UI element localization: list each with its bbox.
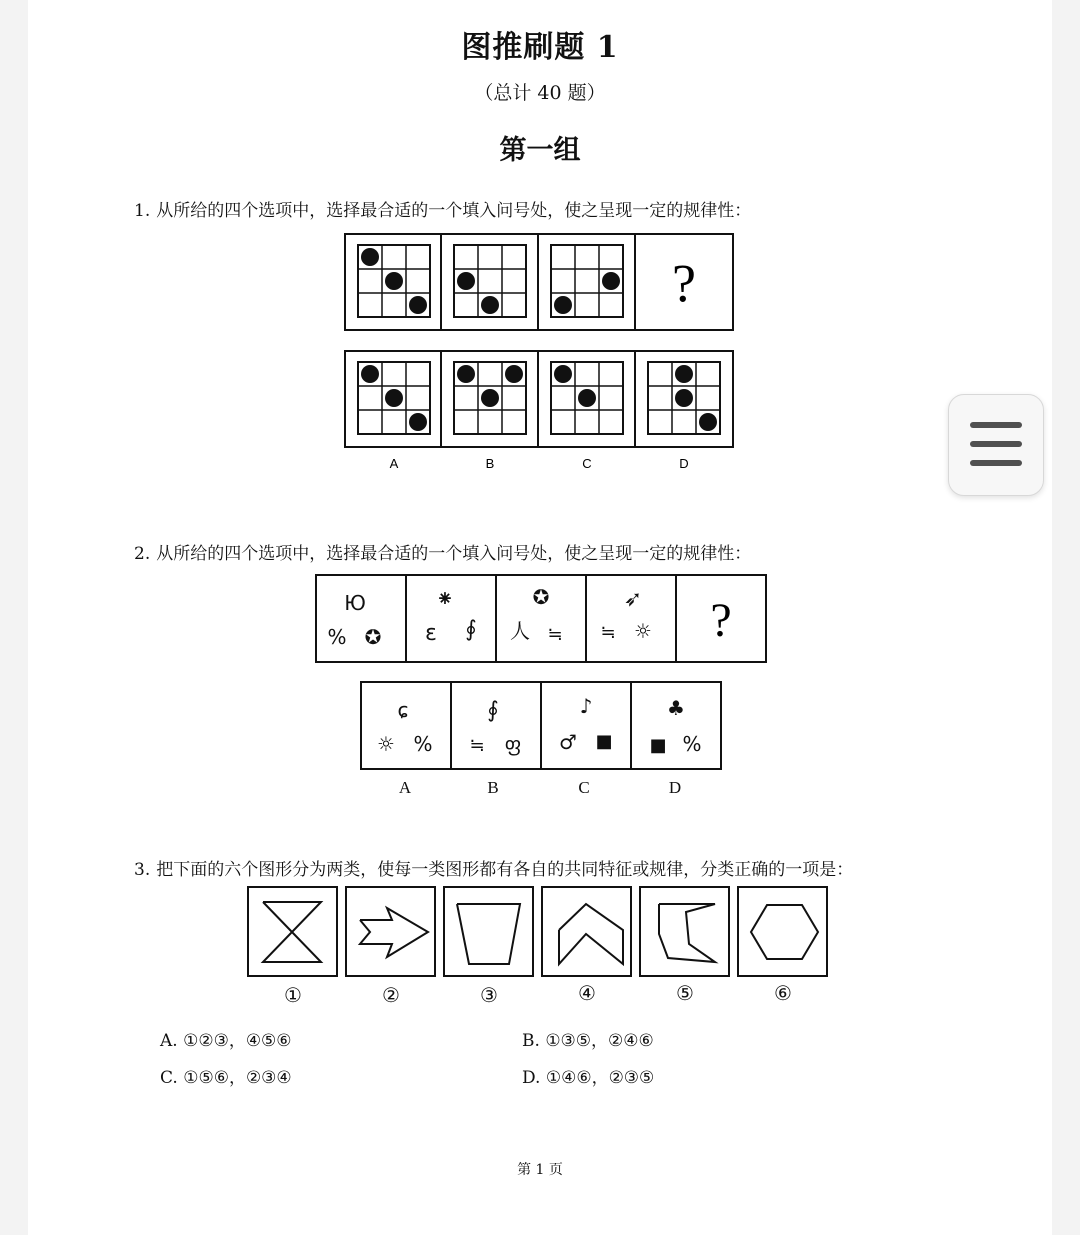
q2-question-mark: ? <box>710 594 732 647</box>
q2-option-b-symbol-top: ∮ <box>487 698 499 723</box>
q3-figure-label-6: ⑥ <box>774 981 792 1005</box>
q1-option-label-c: C <box>582 456 592 471</box>
question-2-text <box>134 539 751 564</box>
q2-stem-4-symbol-left: ≒ <box>600 622 616 643</box>
question-2-options-figure <box>360 681 722 797</box>
q2-stem-1-symbol-right: ✪ <box>364 625 382 649</box>
q2-stem-1-symbol-left: % <box>327 625 347 649</box>
q3-figure-label-5: ⑤ <box>676 981 694 1005</box>
q3-choice-b[interactable] <box>522 1026 654 1051</box>
q2-option-d-symbol-right: % <box>682 732 702 756</box>
q2-option-label-a: A <box>398 778 412 797</box>
q3-choice-a-text: ①②③，④⑤⑥ <box>183 1031 292 1051</box>
q2-option-b-symbol-right: ფ <box>504 732 522 756</box>
q2-stem-1-symbol-top: Ю <box>344 591 366 615</box>
question-1-prompt: 从所给的四个选项中，选择最合适的一个填入问号处，使之呈现一定的规律性： <box>156 201 752 221</box>
q3-figure-label-1: ① <box>284 983 302 1007</box>
q2-option-c-symbol-right: ■ <box>595 731 613 752</box>
q3-figure-5-notched-shape <box>640 887 729 976</box>
q1-option-a-grid <box>358 362 430 434</box>
q3-choice-c-letter: C. <box>160 1068 178 1088</box>
q2-option-label-c: C <box>578 778 590 797</box>
floating-menu-button[interactable] <box>948 394 1044 496</box>
q3-choice-c[interactable] <box>160 1063 292 1088</box>
q2-option-a-symbol-top: ɕ <box>397 698 409 722</box>
page-number-footer: 第 1 页 <box>517 1162 563 1178</box>
q2-option-a-symbol-right: % <box>413 732 433 756</box>
question-3-text <box>134 855 853 880</box>
q2-option-a-symbol-left: ☼ <box>377 732 395 756</box>
q3-figure-2-arrow <box>346 887 435 976</box>
q1-option-d-grid <box>648 362 720 434</box>
q3-figure-label-2: ② <box>382 983 400 1007</box>
q3-choice-a-letter: A. <box>160 1031 178 1051</box>
document-page <box>28 0 1052 1235</box>
q3-figure-label-4: ④ <box>578 981 596 1005</box>
q2-option-c-symbol-left: ♂ <box>559 730 577 754</box>
group-heading: 第一组 <box>499 135 581 166</box>
q3-choice-a[interactable] <box>160 1026 292 1051</box>
question-3-prompt: 把下面的六个图形分为两类，使每一类图形都有各自的共同特征或规律，分类正确的一项是： <box>156 860 854 880</box>
q1-option-label-a: A <box>389 456 399 471</box>
q3-figure-label-3: ③ <box>480 983 498 1007</box>
question-1-text <box>134 196 751 221</box>
q2-option-label-d: D <box>668 778 682 797</box>
q2-stem-3-symbol-left: 人 <box>510 619 530 643</box>
q1-option-c-grid <box>551 362 623 434</box>
q3-choice-d-text: ①④⑥，②③⑤ <box>545 1068 655 1088</box>
question-3-number: 3. <box>134 860 151 880</box>
q1-stem-grid-2 <box>454 245 526 317</box>
q2-stem-2-symbol-right: ∮ <box>465 617 477 642</box>
question-1-stem-figure <box>344 233 734 333</box>
q2-option-label-b: B <box>487 778 499 797</box>
question-2-number: 2. <box>134 544 151 564</box>
question-3-figures <box>247 886 833 1012</box>
q3-figure-3-trapezoid <box>444 887 533 976</box>
q2-stem-2-symbol-top: ⁕ <box>435 587 455 612</box>
q2-option-b-symbol-left: ≒ <box>469 735 485 756</box>
q1-stem-grid-1 <box>358 245 430 317</box>
question-1-options-figure <box>344 350 734 471</box>
q1-option-label-b: B <box>485 456 495 471</box>
question-1-number: 1. <box>134 201 151 221</box>
q3-figure-6-hexagon <box>738 887 827 976</box>
q2-stem-2-symbol-left: ɛ <box>425 621 437 646</box>
q3-choice-d[interactable] <box>522 1063 654 1088</box>
question-2-stem-figure <box>315 574 767 664</box>
q2-option-d-symbol-left: ■ <box>649 735 667 756</box>
q2-stem-3-symbol-right: ≒ <box>547 624 563 645</box>
q3-choice-d-letter: D. <box>522 1068 541 1088</box>
page-title: 图推刷题 1 <box>461 30 619 65</box>
q2-option-c-symbol-top: ♪ <box>579 694 593 718</box>
q2-option-d-symbol-top: ♣ <box>667 696 685 720</box>
q2-stem-3-symbol-top: ✪ <box>532 585 550 609</box>
q1-option-label-d: D <box>679 456 689 471</box>
q3-choice-b-text: ①③⑤，②④⑥ <box>545 1031 654 1051</box>
q1-option-b-grid <box>454 362 526 434</box>
q2-stem-4-symbol-top: ➶ <box>623 587 643 612</box>
q3-figure-1-hourglass <box>248 887 337 976</box>
question-2-prompt: 从所给的四个选项中，选择最合适的一个填入问号处，使之呈现一定的规律性： <box>156 544 752 564</box>
page-subtitle: （总计 40 题） <box>474 82 606 104</box>
q3-choice-c-text: ①⑤⑥，②③④ <box>183 1068 292 1088</box>
q3-choice-b-letter: B. <box>522 1031 540 1051</box>
q1-stem-grid-3 <box>551 245 623 317</box>
q3-figure-4-chevron <box>542 887 631 976</box>
q1-question-mark: ? <box>672 253 696 313</box>
q2-stem-4-symbol-right: ☼ <box>634 619 652 643</box>
